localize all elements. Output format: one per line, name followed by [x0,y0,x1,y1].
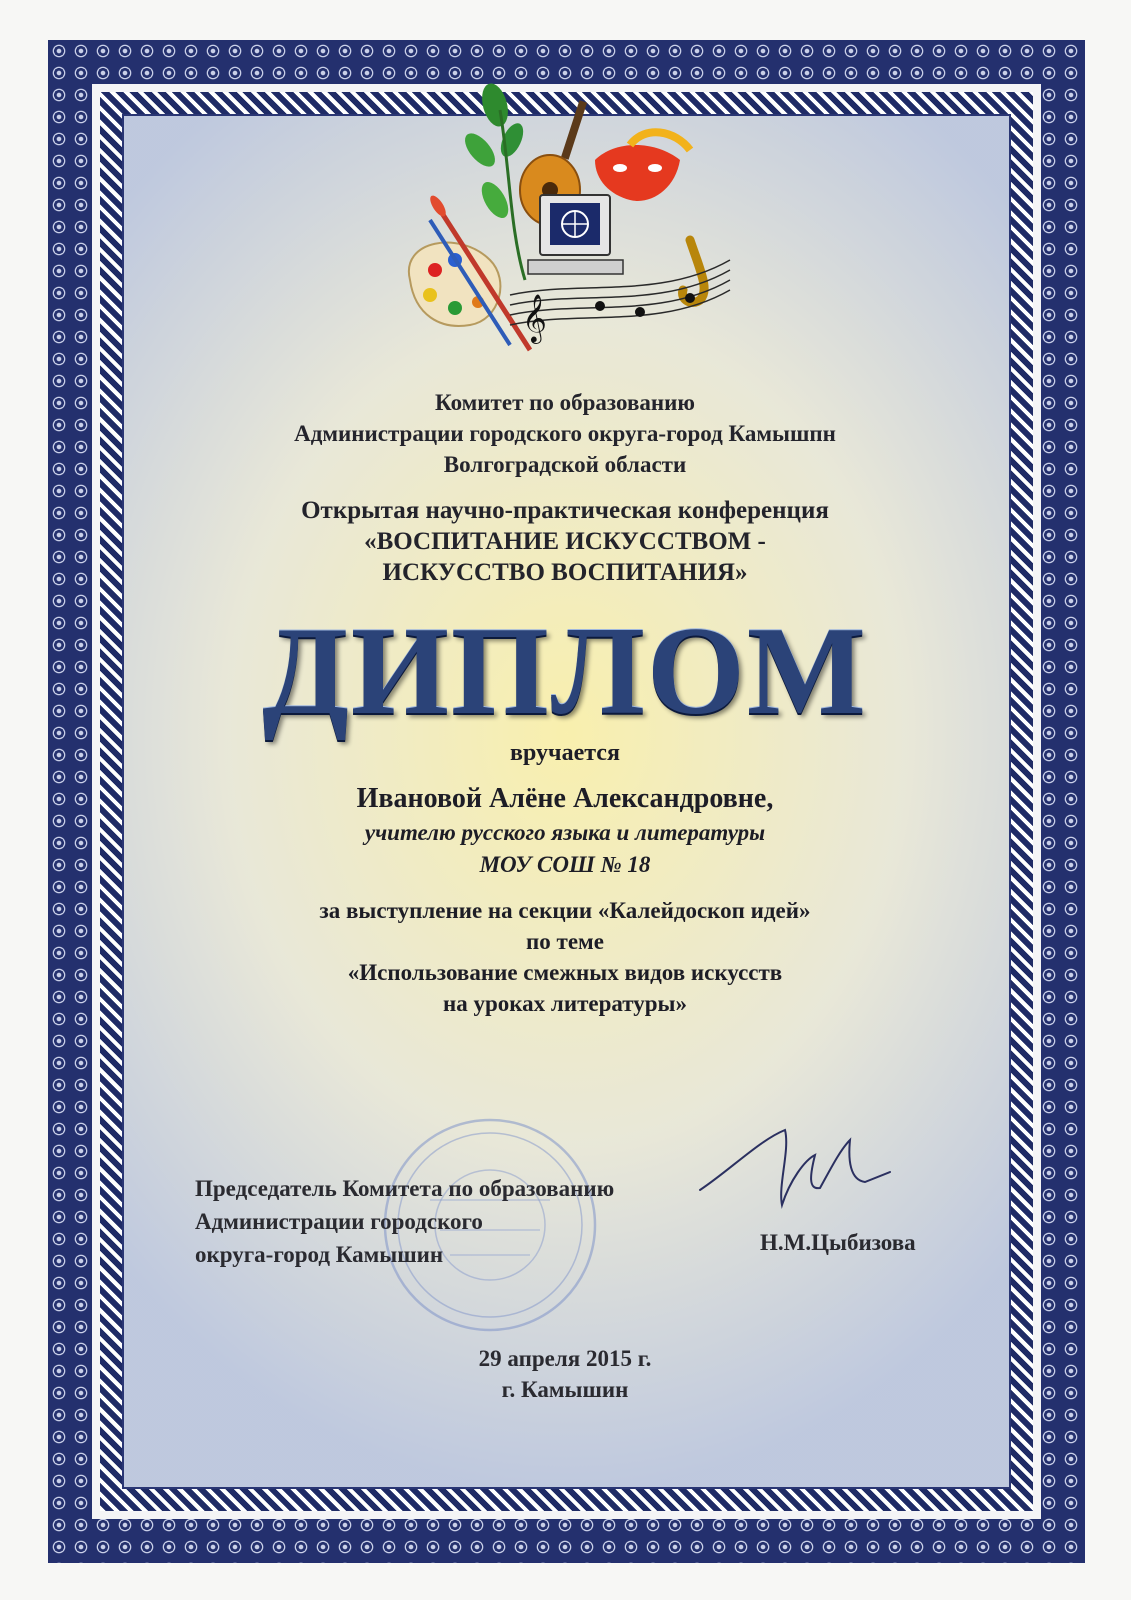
signatory-name: Н.М.Цыбизова [760,1230,916,1255]
organization-line-2: Администрации городского округа-город Камышпн [294,421,836,446]
handwritten-signature [690,1110,920,1220]
signatory-position-line-1: Председатель Комитета по образованию [195,1176,615,1201]
signatory-position-line-3: округа-город Камышин [195,1242,444,1267]
theatre-mask-icon [595,132,690,201]
signatory-position [195,1172,715,1271]
award-reason-line-4: на уроках литературы» [442,991,688,1016]
issue-date: 29 апреля 2015 г. [478,1346,652,1371]
signatory-position-line-2: Администрации городского [195,1209,483,1234]
organization-line-3: Волгоградской области [443,452,687,477]
svg-text:𝄞: 𝄞 [522,293,547,342]
award-reason-line-3: «Использование смежных видов искусств [347,960,783,985]
award-reason-line-2: по теме [526,929,604,954]
recipient-school: МОУ СОШ № 18 [479,852,651,877]
recipient-name: Ивановой Алёне Александровне, [356,783,774,814]
issue-city: г. Камышин [501,1377,629,1402]
award-reason-line-1: за выступление на секции «Калейдоскоп идей» [319,898,811,923]
diploma-title: ДИПЛОМ [262,602,868,741]
conference-title-line-1: «ВОСПИТАНИЕ ИСКУССТВОМ - [364,528,766,555]
organization-line-1: Комитет по образованию [435,390,695,415]
awarded-label: вручается [510,740,620,766]
computer-icon [528,195,623,274]
recipient-role: учителю русского языка и литературы [364,820,766,845]
conference-title-line-2: ИСКУССТВО ВОСПИТАНИЯ» [382,559,748,586]
conference-line-1: Открытая научно-практическая конференция [301,497,829,524]
arts-emblem-icon [400,80,740,370]
